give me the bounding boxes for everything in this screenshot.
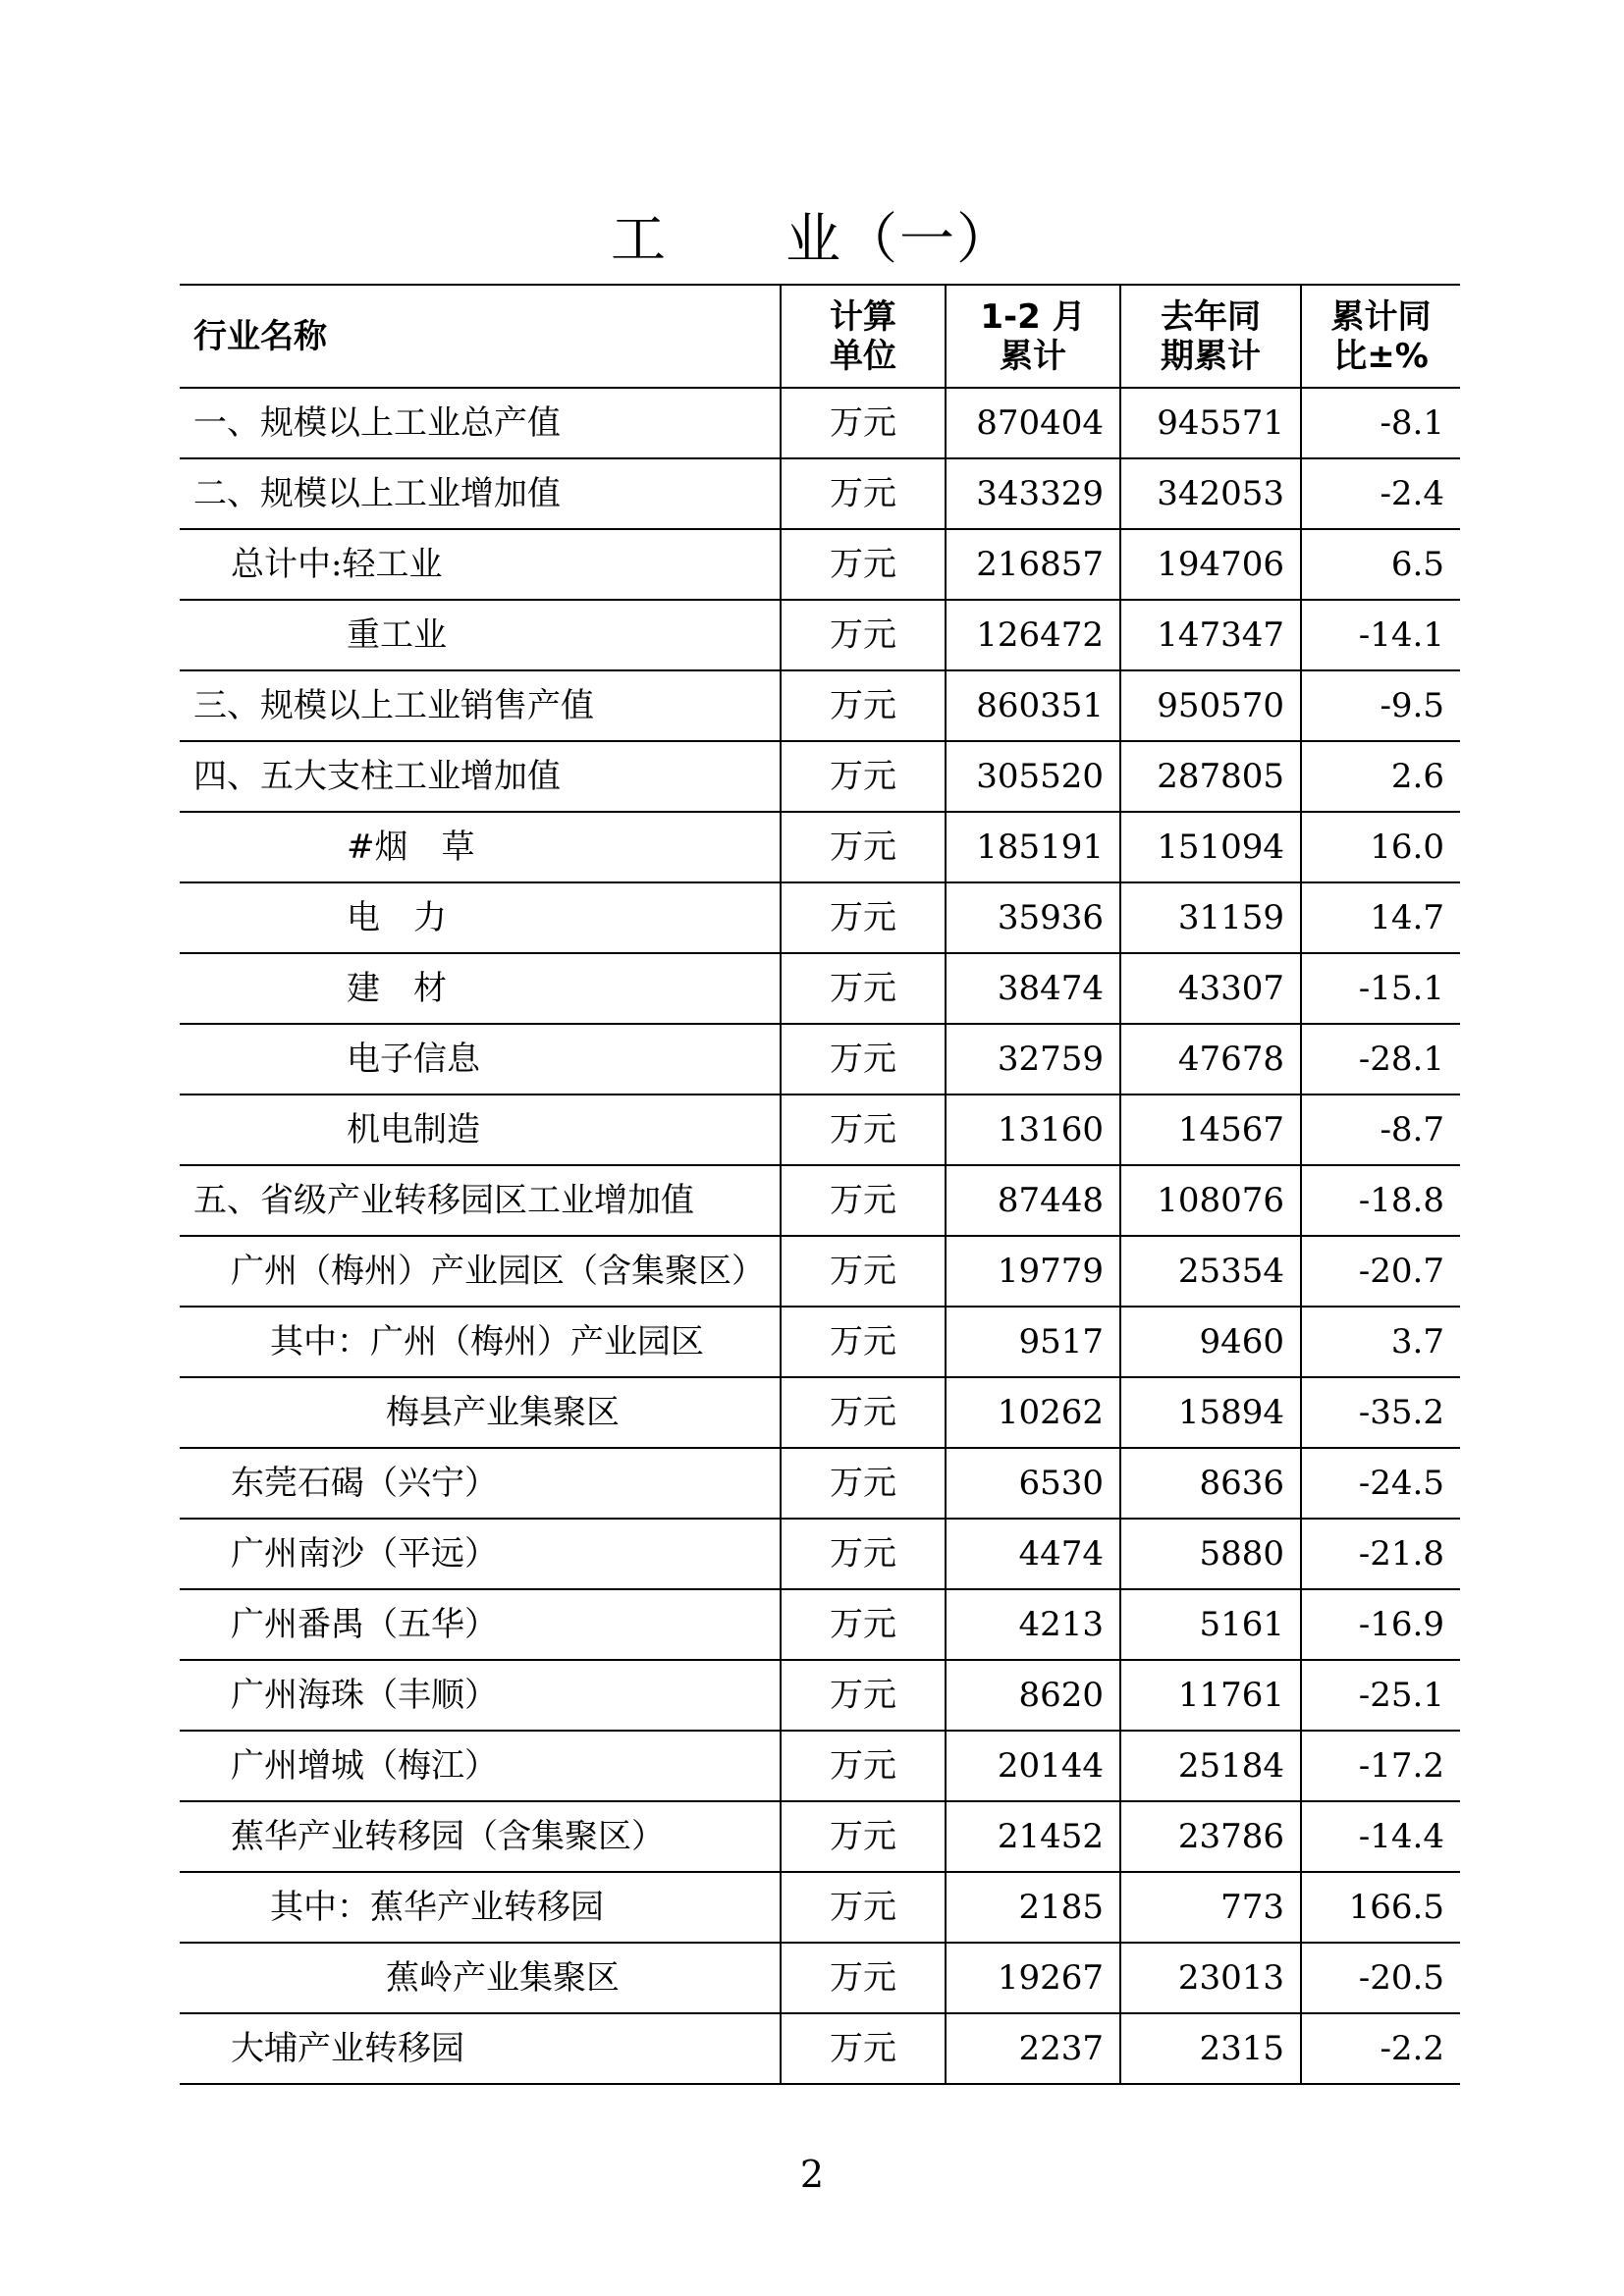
table-row — [180, 600, 1460, 670]
row-unit: 万元 — [781, 1165, 946, 1236]
table-row — [180, 458, 1460, 529]
row-change: -14.4 — [1301, 1801, 1460, 1872]
row-change: -16.9 — [1301, 1589, 1460, 1660]
row-unit: 万元 — [781, 812, 946, 882]
row-name: 总计中:轻工业 — [180, 529, 781, 600]
row-current: 305520 — [946, 741, 1120, 812]
row-unit: 万元 — [781, 458, 946, 529]
row-unit: 万元 — [781, 1731, 946, 1801]
row-change: 2.6 — [1301, 741, 1460, 812]
row-current: 32759 — [946, 1024, 1120, 1095]
row-change: -24.5 — [1301, 1448, 1460, 1519]
row-change: -8.1 — [1301, 388, 1460, 458]
row-change: -20.7 — [1301, 1236, 1460, 1307]
row-change: -35.2 — [1301, 1377, 1460, 1448]
row-current: 126472 — [946, 600, 1120, 670]
row-unit: 万元 — [781, 1448, 946, 1519]
row-unit: 万元 — [781, 1943, 946, 2013]
row-name: 电子信息 — [180, 1024, 781, 1095]
row-unit: 万元 — [781, 953, 946, 1024]
row-previous: 151094 — [1120, 812, 1301, 882]
row-name: 其中：广州（梅州）产业园区 — [180, 1307, 781, 1377]
row-unit: 万元 — [781, 741, 946, 812]
row-change: -8.7 — [1301, 1095, 1460, 1165]
row-current: 6530 — [946, 1448, 1120, 1519]
row-previous: 108076 — [1120, 1165, 1301, 1236]
row-previous: 15894 — [1120, 1377, 1301, 1448]
row-unit: 万元 — [781, 388, 946, 458]
table-row — [180, 1307, 1460, 1377]
row-current: 10262 — [946, 1377, 1120, 1448]
table-row — [180, 1731, 1460, 1801]
table-row — [180, 1165, 1460, 1236]
row-unit: 万元 — [781, 600, 946, 670]
row-current: 21452 — [946, 1801, 1120, 1872]
row-current: 20144 — [946, 1731, 1120, 1801]
table-header-row — [180, 285, 1460, 388]
row-name: 建 材 — [180, 953, 781, 1024]
row-previous: 8636 — [1120, 1448, 1301, 1519]
row-previous: 9460 — [1120, 1307, 1301, 1377]
row-previous: 31159 — [1120, 882, 1301, 953]
table-row — [180, 1095, 1460, 1165]
row-unit: 万元 — [781, 529, 946, 600]
table-row — [180, 1519, 1460, 1589]
row-previous: 14567 — [1120, 1095, 1301, 1165]
row-change: 3.7 — [1301, 1307, 1460, 1377]
row-current: 185191 — [946, 812, 1120, 882]
row-current: 9517 — [946, 1307, 1120, 1377]
row-previous: 287805 — [1120, 741, 1301, 812]
row-unit: 万元 — [781, 1801, 946, 1872]
row-current: 8620 — [946, 1660, 1120, 1731]
row-change: -21.8 — [1301, 1519, 1460, 1589]
row-change: -2.2 — [1301, 2013, 1460, 2084]
table-row — [180, 741, 1460, 812]
page-title — [0, 201, 1624, 280]
row-name: #烟 草 — [180, 812, 781, 882]
row-current: 13160 — [946, 1095, 1120, 1165]
row-previous: 2315 — [1120, 2013, 1301, 2084]
row-change: -25.1 — [1301, 1660, 1460, 1731]
row-name: 广州南沙（平远） — [180, 1519, 781, 1589]
header-previous-cumulative: 去年同 期累计 — [1120, 285, 1301, 388]
row-current: 35936 — [946, 882, 1120, 953]
row-name: 广州增城（梅江） — [180, 1731, 781, 1801]
row-change: 6.5 — [1301, 529, 1460, 600]
header-industry-name: 行业名称 — [180, 285, 781, 388]
page-number: 2 — [799, 2153, 825, 2196]
row-unit: 万元 — [781, 2013, 946, 2084]
row-name: 其中：蕉华产业转移园 — [180, 1872, 781, 1943]
row-current: 4213 — [946, 1589, 1120, 1660]
table-row — [180, 1236, 1460, 1307]
header-current-cumulative: 1-2 月 累计 — [946, 285, 1120, 388]
row-previous: 23786 — [1120, 1801, 1301, 1872]
row-previous: 25354 — [1120, 1236, 1301, 1307]
row-current: 19779 — [946, 1236, 1120, 1307]
row-change: -18.8 — [1301, 1165, 1460, 1236]
row-name: 电 力 — [180, 882, 781, 953]
row-previous: 11761 — [1120, 1660, 1301, 1731]
row-previous: 950570 — [1120, 670, 1301, 741]
row-name: 广州海珠（丰顺） — [180, 1660, 781, 1731]
row-previous: 194706 — [1120, 529, 1301, 600]
row-previous: 43307 — [1120, 953, 1301, 1024]
row-change: -20.5 — [1301, 1943, 1460, 2013]
row-unit: 万元 — [781, 1095, 946, 1165]
table-row — [180, 529, 1460, 600]
table-row — [180, 1943, 1460, 2013]
table-row — [180, 1024, 1460, 1095]
row-current: 4474 — [946, 1519, 1120, 1589]
row-unit: 万元 — [781, 882, 946, 953]
row-name: 蕉华产业转移园（含集聚区） — [180, 1801, 781, 1872]
row-name: 机电制造 — [180, 1095, 781, 1165]
table-row — [180, 1660, 1460, 1731]
row-current: 87448 — [946, 1165, 1120, 1236]
row-previous: 5161 — [1120, 1589, 1301, 1660]
row-name: 三、规模以上工业销售产值 — [180, 670, 781, 741]
row-previous: 147347 — [1120, 600, 1301, 670]
row-current: 860351 — [946, 670, 1120, 741]
row-current: 2237 — [946, 2013, 1120, 2084]
row-current: 216857 — [946, 529, 1120, 600]
row-name: 蕉岭产业集聚区 — [180, 1943, 781, 2013]
industry-stats-table — [180, 284, 1460, 2085]
table-row — [180, 1377, 1460, 1448]
row-change: -17.2 — [1301, 1731, 1460, 1801]
row-name: 大埔产业转移园 — [180, 2013, 781, 2084]
table-row — [180, 953, 1460, 1024]
row-unit: 万元 — [781, 1872, 946, 1943]
table-row — [180, 670, 1460, 741]
header-yoy-change: 累计同 比±% — [1301, 285, 1460, 388]
row-unit: 万元 — [781, 1589, 946, 1660]
row-name: 二、规模以上工业增加值 — [180, 458, 781, 529]
row-change: 14.7 — [1301, 882, 1460, 953]
table-row — [180, 2013, 1460, 2084]
row-change: -9.5 — [1301, 670, 1460, 741]
row-current: 343329 — [946, 458, 1120, 529]
row-unit: 万元 — [781, 1377, 946, 1448]
row-name: 广州番禺（五华） — [180, 1589, 781, 1660]
row-change: 166.5 — [1301, 1872, 1460, 1943]
row-name: 四、五大支柱工业增加值 — [180, 741, 781, 812]
row-current: 2185 — [946, 1872, 1120, 1943]
table-row — [180, 1801, 1460, 1872]
row-current: 38474 — [946, 953, 1120, 1024]
row-previous: 47678 — [1120, 1024, 1301, 1095]
row-current: 870404 — [946, 388, 1120, 458]
table-row — [180, 388, 1460, 458]
title-part-1: 工 — [611, 208, 668, 272]
row-name: 东莞石碣（兴宁） — [180, 1448, 781, 1519]
row-previous: 25184 — [1120, 1731, 1301, 1801]
header-unit: 计算 单位 — [781, 285, 946, 388]
row-previous: 342053 — [1120, 458, 1301, 529]
row-name: 重工业 — [180, 600, 781, 670]
row-name: 五、省级产业转移园区工业增加值 — [180, 1165, 781, 1236]
row-unit: 万元 — [781, 1024, 946, 1095]
row-change: -15.1 — [1301, 953, 1460, 1024]
row-unit: 万元 — [781, 670, 946, 741]
table-row — [180, 1872, 1460, 1943]
row-previous: 773 — [1120, 1872, 1301, 1943]
row-change: -14.1 — [1301, 600, 1460, 670]
row-previous: 23013 — [1120, 1943, 1301, 2013]
row-unit: 万元 — [781, 1660, 946, 1731]
row-previous: 945571 — [1120, 388, 1301, 458]
row-name: 一、规模以上工业总产值 — [180, 388, 781, 458]
row-change: -28.1 — [1301, 1024, 1460, 1095]
row-name: 广州（梅州）产业园区（含集聚区） — [180, 1236, 781, 1307]
row-change: 16.0 — [1301, 812, 1460, 882]
table-row — [180, 812, 1460, 882]
row-unit: 万元 — [781, 1519, 946, 1589]
table-row — [180, 1589, 1460, 1660]
row-name: 梅县产业集聚区 — [180, 1377, 781, 1448]
title-part-2: 业（一） — [785, 208, 1013, 272]
row-previous: 5880 — [1120, 1519, 1301, 1589]
table-row — [180, 1448, 1460, 1519]
row-current: 19267 — [946, 1943, 1120, 2013]
row-unit: 万元 — [781, 1236, 946, 1307]
row-unit: 万元 — [781, 1307, 946, 1377]
table-row — [180, 882, 1460, 953]
row-change: -2.4 — [1301, 458, 1460, 529]
